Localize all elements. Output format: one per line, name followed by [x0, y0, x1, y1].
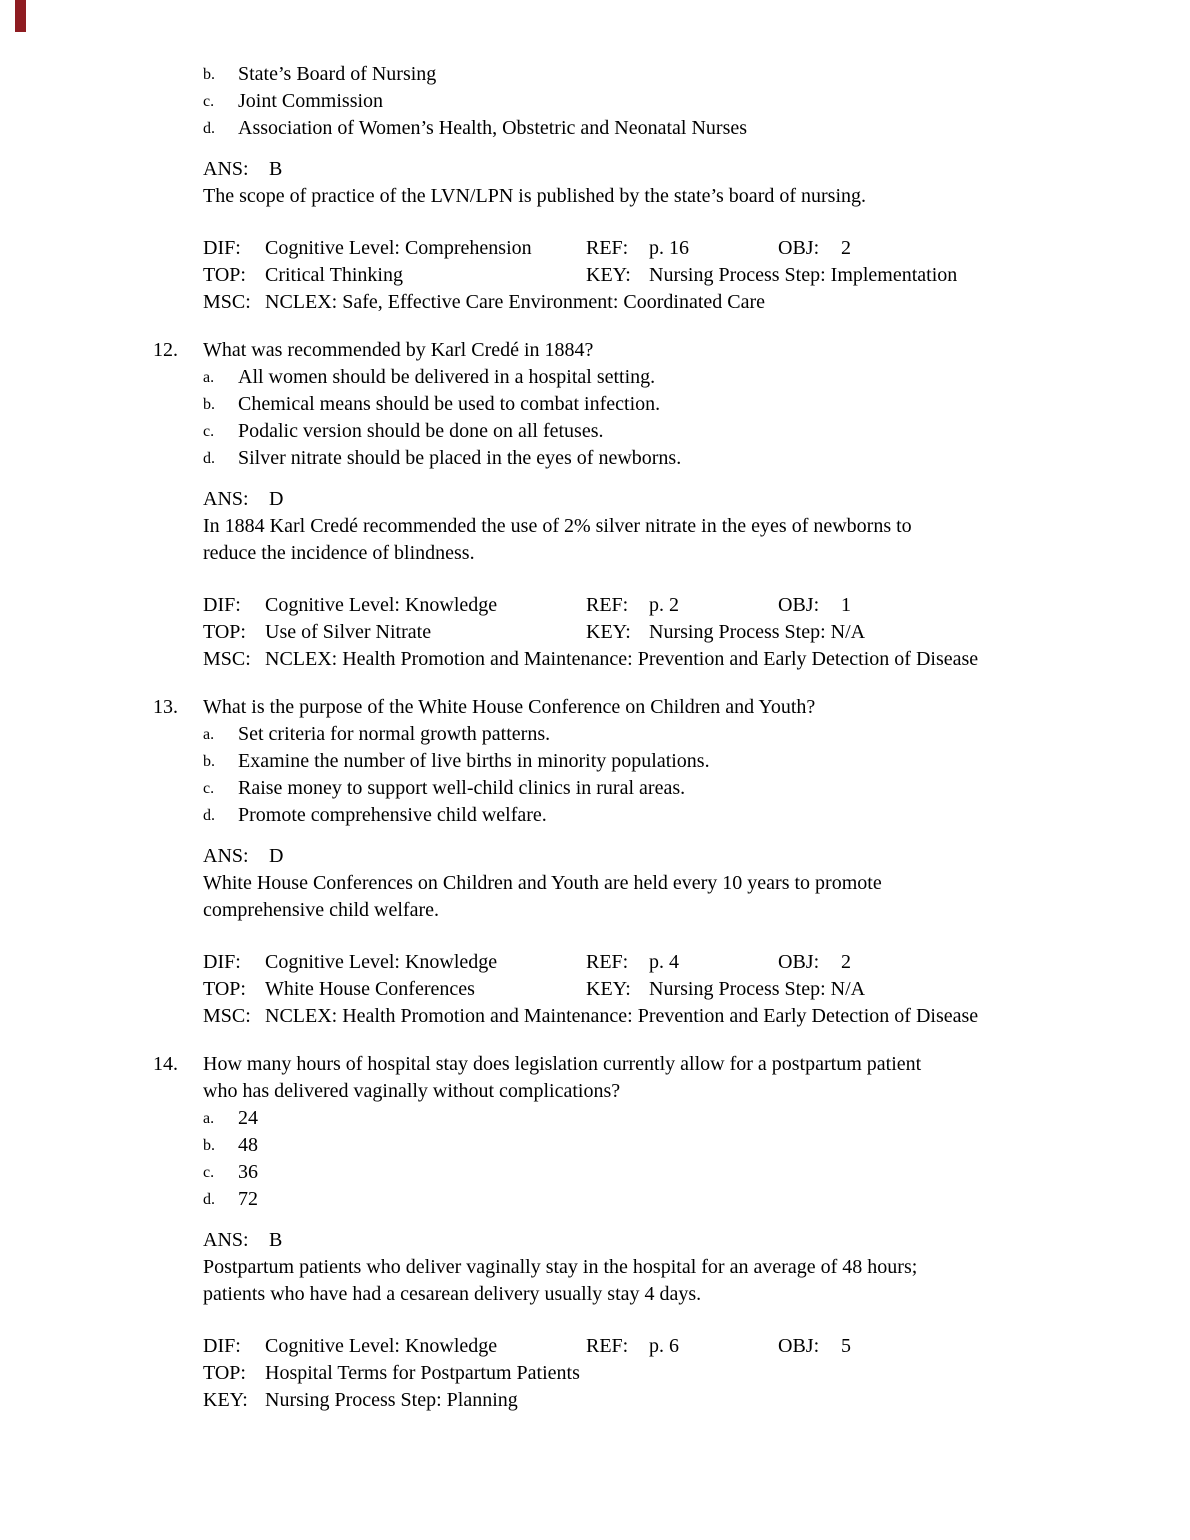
answer-row [0, 1227, 1190, 1254]
answer-row [0, 156, 1190, 183]
option-text: 48 [238, 1134, 258, 1156]
meta-label: REF: [586, 951, 629, 973]
option-text: 36 [238, 1161, 258, 1183]
rationale-line: patients who have had a cesarean delivery usually stay 4 days. [203, 1283, 702, 1305]
option-letter: b. [203, 66, 215, 83]
option-row [0, 61, 1190, 88]
answer-value: B [269, 1229, 283, 1251]
rationale-line: White House Conferences on Children and Youth are held every 10 years to promote [203, 872, 882, 894]
option-row [0, 1159, 1190, 1186]
option-row [0, 364, 1190, 391]
option-text: Promote comprehensive child welfare. [238, 804, 547, 826]
answer-label: ANS: [203, 488, 249, 510]
option-row [0, 88, 1190, 115]
meta-block [0, 1333, 1190, 1414]
question-stem-row [0, 694, 1190, 721]
option-letter: a. [203, 369, 215, 386]
meta-label: REF: [586, 237, 629, 259]
question-number: 13. [153, 696, 178, 718]
meta-value: p. 16 [649, 237, 689, 259]
answer-value: B [269, 158, 283, 180]
meta-label: OBJ: [778, 951, 820, 973]
meta-value: 1 [841, 594, 851, 616]
answer-label: ANS: [203, 845, 249, 867]
meta-block [0, 592, 1190, 673]
meta-value: Use of Silver Nitrate [265, 621, 432, 643]
question-stem-row [0, 337, 1190, 364]
option-row [0, 748, 1190, 775]
page-content [0, 61, 1190, 1414]
option-text: Silver nitrate should be placed in the eyes of newborns. [238, 447, 682, 469]
option-letter: d. [203, 1191, 215, 1208]
question-block-14 [0, 1051, 1190, 1414]
question-stem-row [0, 1051, 1190, 1078]
meta-label: KEY: [586, 264, 631, 286]
option-letter: c. [203, 1164, 215, 1181]
meta-label: DIF: [203, 594, 241, 616]
meta-label: KEY: [203, 1389, 248, 1411]
meta-value: Nursing Process Step: Planning [265, 1389, 518, 1411]
rationale-line: The scope of practice of the LVN/LPN is published by the state’s board of nursing. [203, 185, 867, 207]
meta-value: 2 [841, 951, 851, 973]
meta-label: DIF: [203, 237, 241, 259]
option-text: Chemical means should be used to combat infection. [238, 393, 661, 415]
option-text: Association of Women’s Health, Obstetric and Neonatal Nurses [238, 117, 748, 139]
option-text: Podalic version should be done on all fetuses. [238, 420, 604, 442]
meta-label: OBJ: [778, 594, 820, 616]
option-letter: b. [203, 753, 215, 770]
answer-label: ANS: [203, 1229, 249, 1251]
option-text: 72 [238, 1188, 258, 1210]
meta-block [0, 235, 1190, 316]
meta-label: OBJ: [778, 237, 820, 259]
question-stem-line: How many hours of hospital stay does legislation currently allow for a postpartum patient [203, 1053, 922, 1075]
question-stem-line: What is the purpose of the White House Conference on Children and Youth? [203, 696, 816, 718]
option-row [0, 418, 1190, 445]
meta-row [0, 289, 1190, 316]
question-block-12 [0, 337, 1190, 673]
option-letter: b. [203, 396, 215, 413]
option-row [0, 775, 1190, 802]
meta-value: NCLEX: Health Promotion and Maintenance: Prevention and Early Detection of Disease [265, 648, 979, 670]
rationale-line: Postpartum patients who deliver vaginally stay in the hospital for an average of 48 hours; [203, 1256, 918, 1278]
meta-value: Nursing Process Step: N/A [649, 978, 866, 1000]
option-text: 24 [238, 1107, 258, 1129]
meta-label: REF: [586, 594, 629, 616]
meta-row [0, 619, 1190, 646]
option-letter: d. [203, 450, 215, 467]
option-text: Examine the number of live births in minority populations. [238, 750, 710, 772]
answer-row [0, 486, 1190, 513]
meta-label: MSC: [203, 648, 251, 670]
meta-block [0, 949, 1190, 1030]
meta-value: Critical Thinking [265, 264, 403, 286]
meta-row [0, 1003, 1190, 1030]
option-letter: d. [203, 120, 215, 137]
meta-value: p. 4 [649, 951, 679, 973]
meta-value: Cognitive Level: Comprehension [265, 237, 532, 259]
meta-label: OBJ: [778, 1335, 820, 1357]
meta-row [0, 1360, 1190, 1387]
meta-value: Cognitive Level: Knowledge [265, 594, 498, 616]
meta-label: TOP: [203, 264, 246, 286]
page-edge-marker [15, 0, 26, 32]
meta-value: White House Conferences [265, 978, 475, 1000]
option-letter: c. [203, 423, 215, 440]
meta-label: TOP: [203, 978, 246, 1000]
meta-value: Cognitive Level: Knowledge [265, 951, 498, 973]
question-number: 12. [153, 339, 178, 361]
question-block-13 [0, 694, 1190, 1030]
option-letter: a. [203, 726, 215, 743]
meta-value: 5 [841, 1335, 851, 1357]
option-row [0, 1132, 1190, 1159]
option-letter: c. [203, 93, 215, 110]
meta-value: NCLEX: Safe, Effective Care Environment: Coordinated Care [265, 291, 766, 313]
question-stem-line: What was recommended by Karl Credé in 1884? [203, 339, 594, 361]
meta-label: TOP: [203, 621, 246, 643]
meta-value: p. 6 [649, 1335, 679, 1357]
option-row [0, 1186, 1190, 1213]
option-text: Raise money to support well-child clinics in rural areas. [238, 777, 686, 799]
rationale-line: comprehensive child welfare. [203, 899, 440, 921]
answer-row [0, 843, 1190, 870]
question-stem-line: who has delivered vaginally without complications? [203, 1080, 621, 1102]
meta-label: MSC: [203, 291, 251, 313]
answer-label: ANS: [203, 158, 249, 180]
option-row [0, 115, 1190, 142]
meta-label: REF: [586, 1335, 629, 1357]
meta-value: Hospital Terms for Postpartum Patients [265, 1362, 580, 1384]
meta-row [0, 262, 1190, 289]
meta-value: Nursing Process Step: Implementation [649, 264, 958, 286]
question-stem-row [0, 1078, 1190, 1105]
meta-value: Nursing Process Step: N/A [649, 621, 866, 643]
meta-row [0, 1333, 1190, 1360]
option-row [0, 445, 1190, 472]
meta-label: KEY: [586, 621, 631, 643]
meta-value: 2 [841, 237, 851, 259]
option-letter: c. [203, 780, 215, 797]
meta-label: DIF: [203, 1335, 241, 1357]
option-row [0, 391, 1190, 418]
option-letter: d. [203, 807, 215, 824]
meta-label: MSC: [203, 1005, 251, 1027]
option-row [0, 1105, 1190, 1132]
meta-value: NCLEX: Health Promotion and Maintenance: Prevention and Early Detection of Disease [265, 1005, 979, 1027]
meta-row [0, 592, 1190, 619]
option-row [0, 802, 1190, 829]
meta-row [0, 646, 1190, 673]
meta-row [0, 235, 1190, 262]
meta-value: Cognitive Level: Knowledge [265, 1335, 498, 1357]
meta-row [0, 949, 1190, 976]
meta-value: p. 2 [649, 594, 679, 616]
question-block-11-partial [0, 61, 1190, 316]
rationale-line: In 1884 Karl Credé recommended the use of 2% silver nitrate in the eyes of newborns to [203, 515, 912, 537]
rationale-line: reduce the incidence of blindness. [203, 542, 475, 564]
meta-label: KEY: [586, 978, 631, 1000]
answer-value: D [269, 845, 284, 867]
option-text: Set criteria for normal growth patterns. [238, 723, 551, 745]
meta-row [0, 1387, 1190, 1414]
option-text: State’s Board of Nursing [238, 63, 437, 85]
meta-label: DIF: [203, 951, 241, 973]
meta-row [0, 976, 1190, 1003]
answer-value: D [269, 488, 284, 510]
option-letter: b. [203, 1137, 215, 1154]
question-number: 14. [153, 1053, 178, 1075]
meta-label: TOP: [203, 1362, 246, 1384]
option-letter: a. [203, 1110, 215, 1127]
option-row [0, 721, 1190, 748]
option-text: All women should be delivered in a hospital setting. [238, 366, 656, 388]
option-text: Joint Commission [238, 90, 384, 112]
